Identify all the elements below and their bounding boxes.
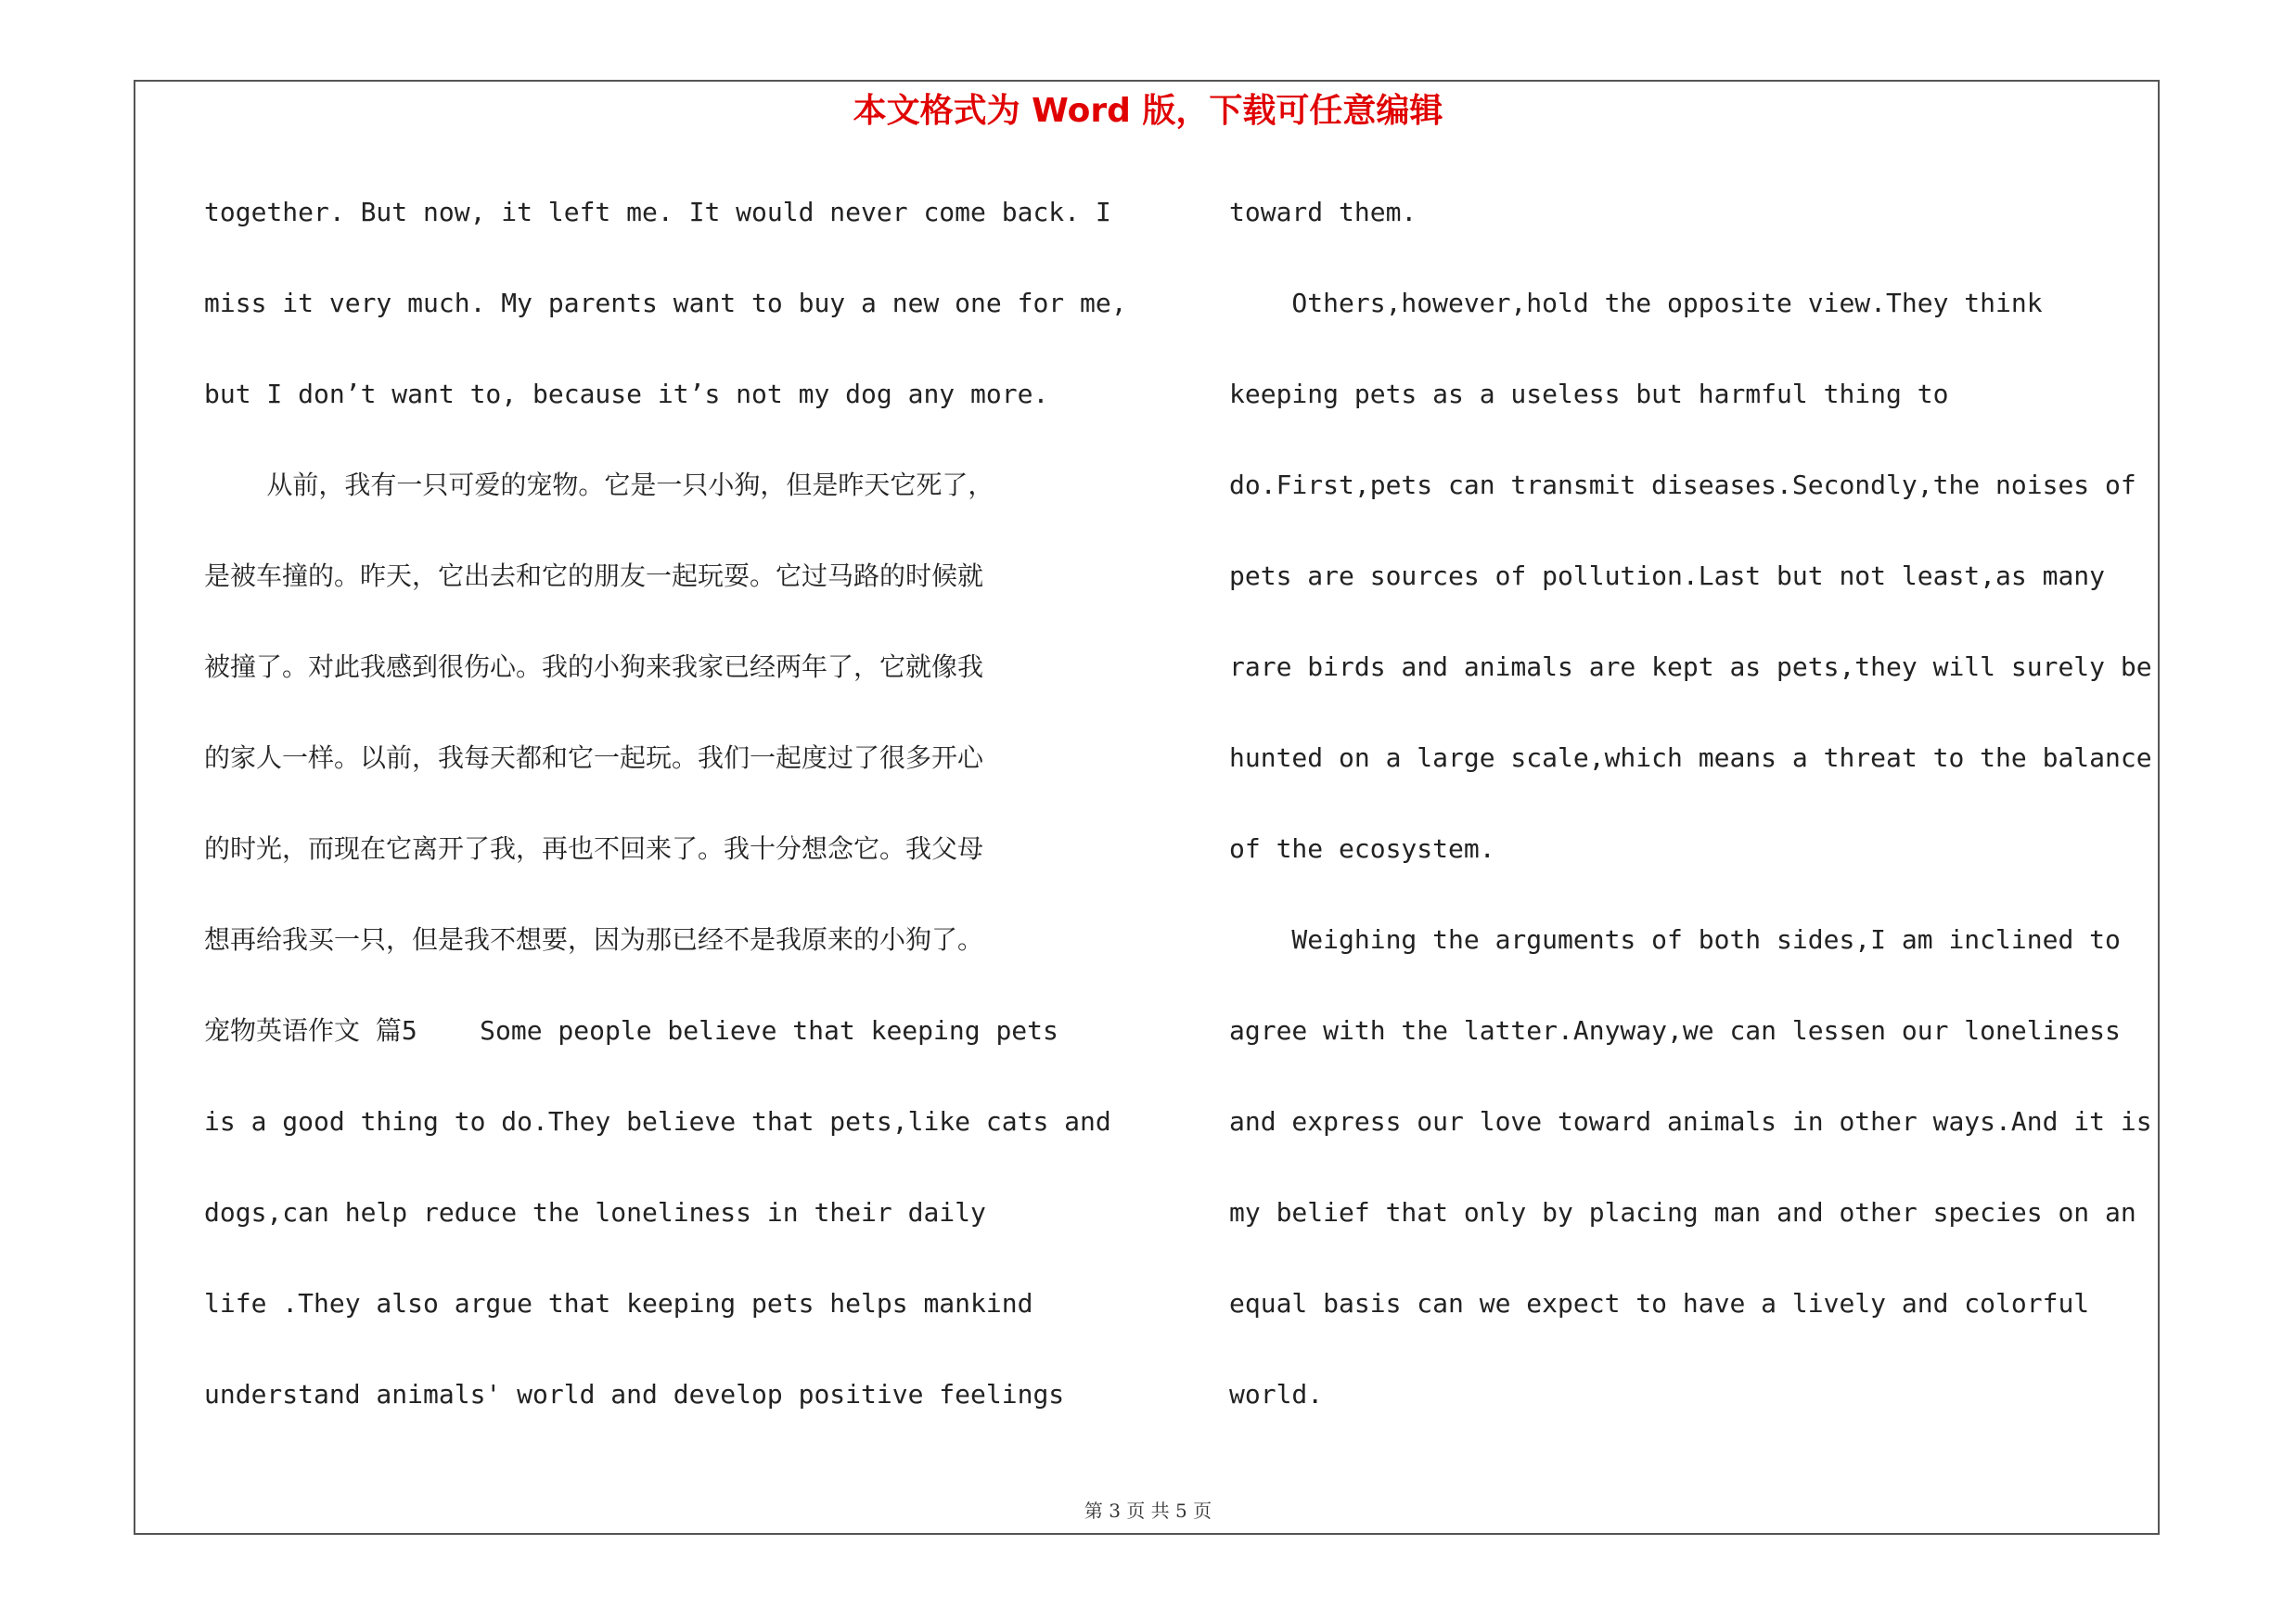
text-line: together. But now, it left me. It would never come back. I [204,197,1111,227]
text-line: dogs,can help reduce the loneliness in their daily [204,1197,986,1228]
text-line: of the ecosystem. [1229,833,1495,864]
text-line: 被撞了。对此我感到很伤心。我的小狗来我家已经两年了，它就像我 [204,651,984,682]
text-line: is a good thing to do.They believe that pets,like cats and [204,1106,1111,1137]
text-line: 的家人一样。以前，我每天都和它一起玩。我们一起度过了很多开心 [204,742,984,773]
text-line: understand animals' world and develop positive feelings [204,1379,1065,1410]
text-line: life .They also argue that keeping pets helps mankind [204,1288,1033,1319]
text-line: 想再给我买一只，但是我不想要，因为那已经不是我原来的小狗了。 [204,924,984,955]
text-line: 宠物英语作文 篇5 Some people believe that keeping pets [204,1015,1058,1046]
text-line: 的时光，而现在它离开了我，再也不回来了。我十分想念它。我父母 [204,833,984,864]
text-line: miss it very much. My parents want to buy a new one for me, [204,288,1127,318]
text-line: toward them. [1229,197,1417,227]
text-line: Weighing the arguments of both sides,I am inclined to [1229,924,2121,955]
text-line: equal basis can we expect to have a lively and colorful [1229,1288,2090,1319]
text-line: do.First,pets can transmit diseases.Secondly,the noises of [1229,470,2136,500]
header-banner: 本文格式为 Word 版，下载可任意编辑 [853,92,1443,130]
text-line: 是被车撞的。昨天，它出去和它的朋友一起玩耍。它过马路的时候就 [204,560,984,591]
text-line: agree with the latter.Anyway,we can lessen our loneliness [1229,1015,2121,1046]
text-line: 从前，我有一只可爱的宠物。它是一只小狗，但是昨天它死了， [204,470,994,500]
text-line: but I don’t want to, because it’s not my dog any more. [204,379,1049,409]
text-line: Others,however,hold the opposite view.They think [1229,288,2043,318]
text-line: hunted on a large scale,which means a threat to the balance [1229,742,2152,773]
text-line: world. [1229,1379,1324,1410]
page-number: 第 3 页 共 5 页 [1084,1500,1212,1522]
right-column [1229,186,2157,1459]
text-line: keeping pets as a useless but harmful thing to [1229,379,1949,409]
text-line: and express our love toward animals in other ways.And it is [1229,1106,2152,1137]
left-column [204,186,1169,1459]
text-line: my belief that only by placing man and other species on an [1229,1197,2136,1228]
text-line: rare birds and animals are kept as pets,they will surely be [1229,651,2152,682]
text-line: pets are sources of pollution.Last but not least,as many [1229,560,2106,591]
